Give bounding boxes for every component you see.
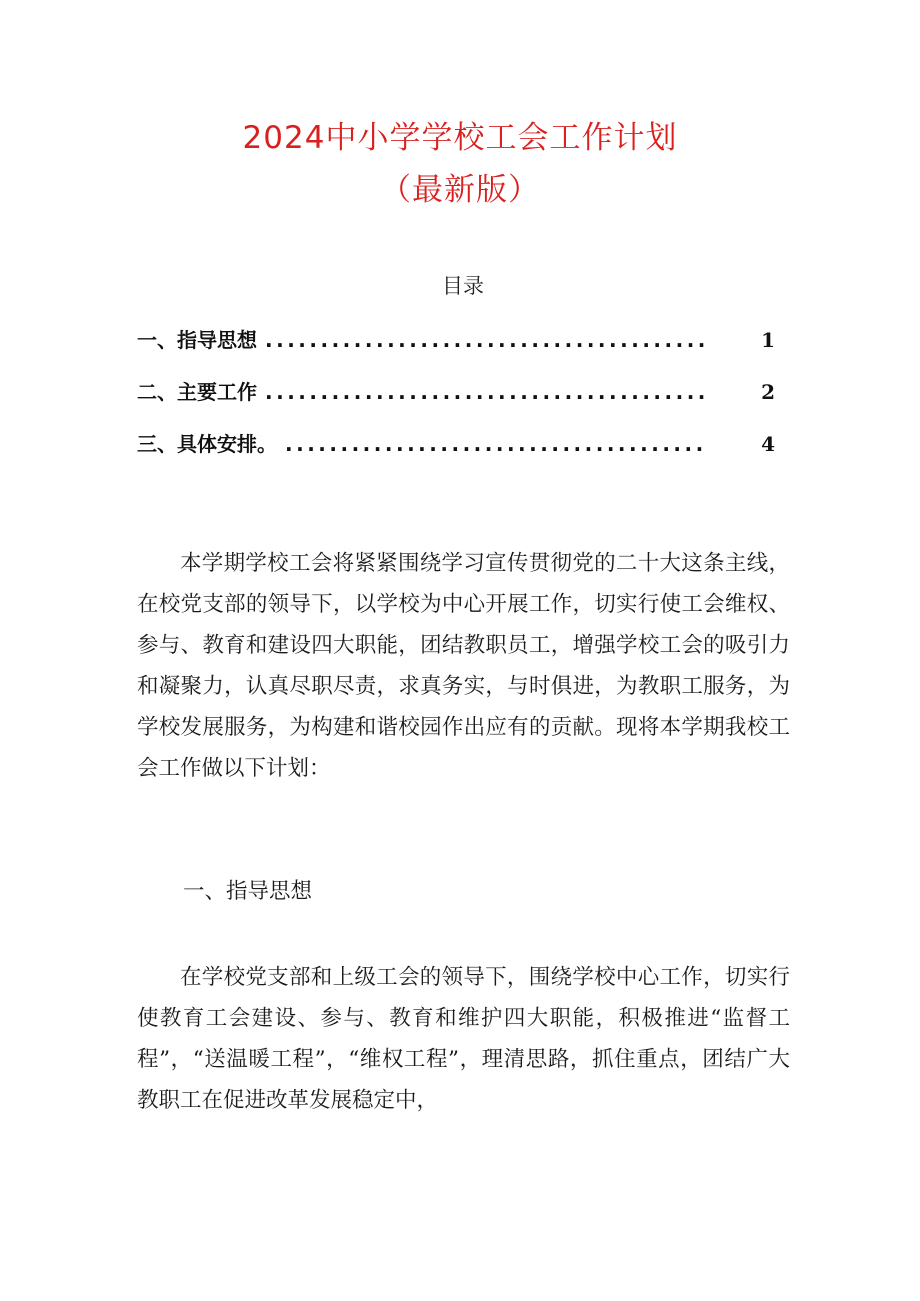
toc-item-label: 三、具体安排。 — [137, 432, 277, 456]
toc-item-main-work[interactable] — [137, 376, 775, 406]
toc-item-specific-arrangements[interactable] — [137, 428, 775, 458]
toc-page-number: 1 — [761, 328, 775, 352]
document-title: 2024中小学学校工会工作计划 — [242, 120, 678, 156]
document-subtitle: （最新版） — [380, 172, 540, 208]
toc-item-label: 一、指导思想 — [137, 328, 257, 352]
toc-page-number: 2 — [761, 380, 775, 404]
section-paragraph: 在学校党支部和上级工会的领导下，围绕学校中心工作，切实行使教育工会建设、参与、教育和维护四大职能，积极推进“监督工程”，“送温暖工程”，“维权工程”，理清思路，抓住重点，团结广大教职工在促进改革发展稳定中， — [137, 965, 790, 1113]
toc-heading: 目录 — [442, 274, 484, 298]
toc-dot-leader: ...................................... — [285, 432, 707, 456]
toc-page-number: 4 — [761, 432, 775, 456]
toc-item-label: 二、主要工作 — [137, 380, 257, 404]
section-heading-guiding-thought: 一、指导思想 — [183, 879, 313, 904]
toc-dot-leader: ........................................ — [265, 380, 709, 404]
intro-paragraph: 本学期学校工会将紧紧围绕学习宣传贯彻党的二十大这条主线，在校党支部的领导下，以学校为中心开展工作，切实行使工会维权、参与、教育和建设四大职能，团结教职员工，增强学校工会的吸引力和凝聚力，认真尽职尽责，求真务实，与时俱进，为教职工服务，为学校发展服务，为构建和谐校园作出应有的贡献。现将本学期我校工会工作做以下计划： — [137, 551, 790, 781]
toc-dot-leader: ........................................ — [265, 328, 709, 352]
toc-item-guiding-thought[interactable] — [137, 324, 775, 354]
